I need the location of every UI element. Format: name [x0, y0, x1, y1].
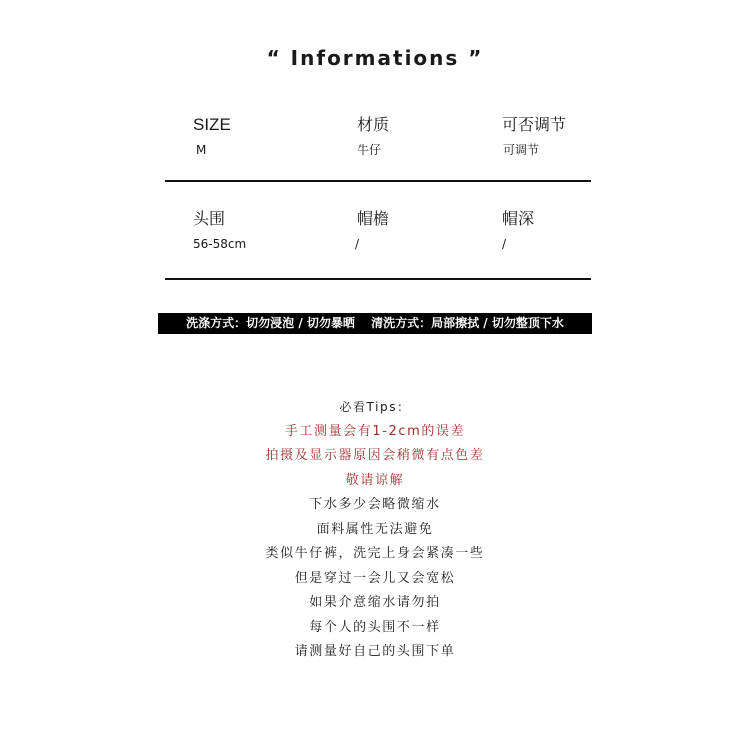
tip-line: 但是穿过一会儿又会宽松 [294, 570, 456, 586]
tip-line-red: 手工测量会有1-2cm的误差 [284, 423, 466, 439]
spec-head-circumference-label: 头围 [193, 209, 226, 228]
spec-material-value: 牛仔 [357, 143, 382, 157]
divider-rule [165, 278, 591, 280]
divider-rule [165, 180, 591, 182]
spec-brim-label: 帽檐 [357, 209, 390, 228]
tip-line: 如果介意缩水请勿拍 [309, 595, 441, 610]
spec-depth-label: 帽深 [502, 209, 535, 228]
tip-line: 下水多少会略微缩水 [309, 497, 441, 512]
tip-line: 每个人的头围不一样 [309, 619, 441, 635]
spec-adjustable-label: 可否调节 [502, 115, 567, 134]
spec-brim-value: / [355, 237, 360, 251]
tips-block [0, 395, 750, 665]
spec-adjustable-value: 可调节 [503, 143, 540, 157]
spec-size-value: M [196, 143, 207, 157]
tip-line: 面料属性无法避免 [316, 521, 434, 537]
page-title: “ Informations ” [266, 46, 484, 70]
tip-line: 类似牛仔裤，洗完上身会紧凑一些 [265, 546, 485, 561]
spec-size-label: SIZE [193, 115, 231, 134]
tip-line: 请测量好自己的头围下单 [294, 644, 456, 659]
tips-heading: 必看Tips： [339, 400, 411, 414]
spec-material-label: 材质 [357, 115, 390, 134]
care-instructions-bar: 洗涤方式：切勿浸泡 / 切勿暴晒 清洗方式：局部擦拭 / 切勿整顶下水 [158, 313, 592, 334]
spec-head-circumference-value: 56-58cm [193, 237, 247, 251]
tip-line-red: 拍摄及显示器原因会稍微有点色差 [265, 448, 485, 463]
spec-depth-value: / [502, 237, 507, 251]
tip-line-red: 敬请谅解 [345, 472, 405, 488]
